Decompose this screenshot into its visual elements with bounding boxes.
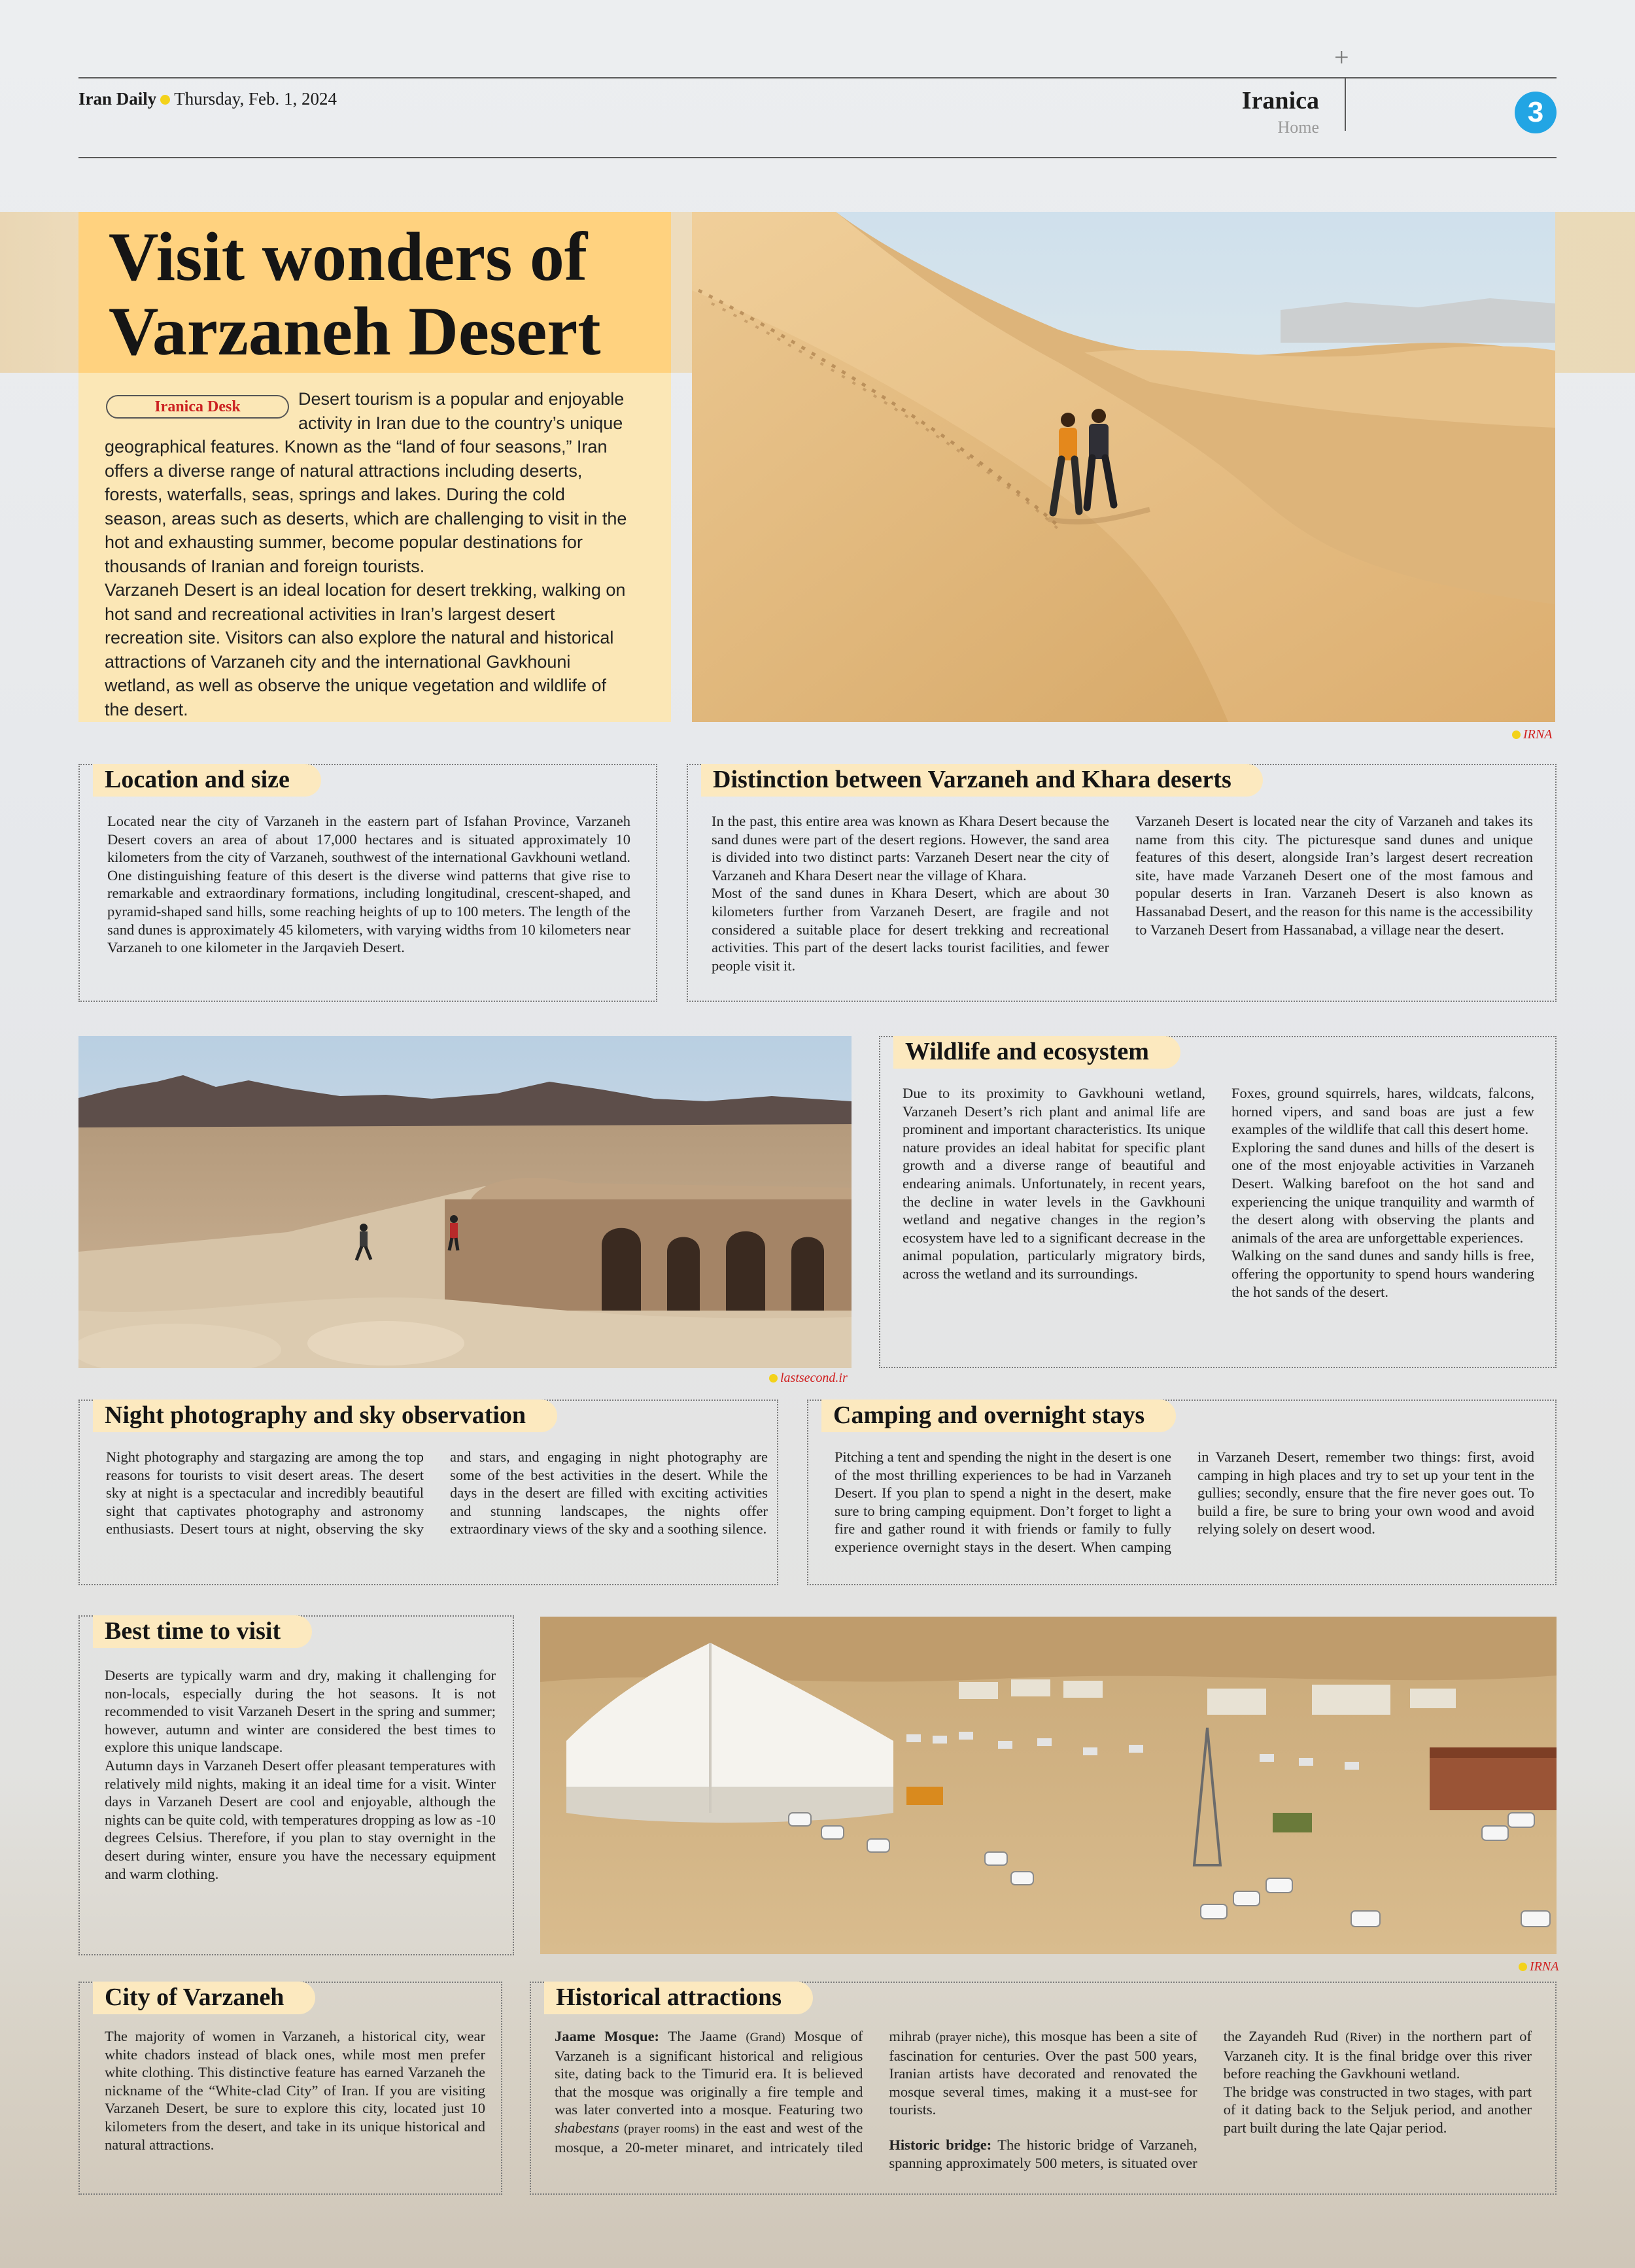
location-body: Located near the city of Varzaneh in the eastern part of Isfahan Province, Varzaneh Desert covers an area of about 17,000 hectares and is situated approximately 10 kilometers from the city of Varzaneh, southwest of the international Gavkhouni wetland. One distinguishing feature of this desert is the diverse wind patterns that give rise to remarkable and extraordinary formations, including longitudinal, crescent-shaped, and pyramid-shaped sand hills, some reaching heights of up to 100 meters. The length of the sand dunes is approximately 45 kilometers, with varying widths from 10 kilometers near Varzaneh to one kilometer in the Jarqavieh Desert.: [107, 813, 630, 956]
paper-name: Iran Daily: [78, 89, 157, 109]
camp-site-illustration: [540, 1617, 1557, 1954]
intro-paragraph-1: Desert tourism is a popular and enjoyable activity in Iran due to the country’s unique geographical features. Known as the “land of four seasons,” Iran offers a diverse range of natural attractions including deserts, forests, waterfalls, seas, springs and lakes. During the cold season, areas such as deserts, which are challenging to visit in the hot and exhausting summer, become popular destinations for thousands of Iranian and foreign tourists.: [105, 389, 627, 576]
distinction-title: Distinction between Varzaneh and Khara deserts: [701, 764, 1263, 797]
distinction-body: [712, 812, 1533, 974]
historical-title: Historical attractions: [544, 1982, 813, 2014]
credit-dot-icon: [769, 1374, 778, 1383]
hero-photo-credit: IRNA: [1512, 727, 1552, 742]
best-time-body: [105, 1666, 496, 1883]
intro-text: [105, 387, 628, 721]
city-title: City of Varzaneh: [93, 1982, 315, 2014]
wildlife-paragraph-3: Exploring the sand dunes and hills of the desert is one of the most enjoyable activities in Varzaneh Desert. Walking barefoot on the hot sand and experiencing the unique tranquility and warmth of the desert along with observing the plants and animals of the area are unforgettable experiences.: [1231, 1139, 1534, 1246]
distinction-paragraph-3: Varzaneh Desert is located near the city of Varzaneh and takes its name from this city. The picturesque sand dunes and unique features of this desert, alongside Iran’s largest desert recreation site, have made Varzaneh Desert one of the most famous and popular deserts in Iran. Varzaneh Desert is also known as Hassanabad Desert, and the reason for this name is the accessibility to Varzaneh Desert from Hassanabad, a village near the desert.: [1135, 813, 1533, 938]
credit-dot-icon: [1512, 730, 1521, 739]
section-location: [78, 764, 657, 1002]
header-divider: [1345, 77, 1346, 131]
historical-body: [555, 2027, 1532, 2172]
night-body: Night photography and stargazing are among the top reasons for tourists to visit desert areas. The desert sky at night is a spectacular and incredibly beautiful sight that captivates photography and astronomy enthusiasts. Desert tours at night, observing the sky and stars, and engaging in night photography are some of the best activities in the desert. While the days in the desert are filled with exciting activities and stunning landscapes, the nights offer extraordinary views of the sky and a soothing silence.: [106, 1449, 768, 1538]
issue-date: Thursday, Feb. 1, 2024: [174, 89, 337, 109]
section-wildlife: [879, 1036, 1557, 1368]
caravanserai-illustration: [78, 1036, 852, 1368]
hero-photo-dunes: [692, 212, 1555, 722]
distinction-paragraph-2: Most of the sand dunes in Khara Desert, which are about 30 kilometers further from Varzaneh Desert, are fragile and not considered a suitable place for desert trekking and recreational activities. This part of the desert lacks tourist facilities, and fewer people visit it.: [712, 885, 1109, 974]
caravanserai-photo-credit: lastsecond.ir: [769, 1371, 848, 1386]
masthead: [78, 89, 337, 109]
caravanserai-photo: [78, 1036, 852, 1368]
camp-photo-credit: IRNA: [1519, 1959, 1558, 1974]
distinction-paragraph-1: In the past, this entire area was known as Khara Desert because the sand dunes were part of the desert regions. However, the sand area is divided into two distinct parts: Varzaneh Desert near the city of Varzaneh and Khara Desert near the village of Khara.: [712, 813, 1109, 884]
bridge-paragraph: Historic bridge: The historic bridge of Varzaneh, spanning approximately 500 meters, is situated over the Zayandeh Rud (River) in the northern part of Varzaneh city. It is the final bridge over this river before reaching the Gavkhouni wetland.: [889, 2028, 1532, 2171]
section-city: [78, 1982, 502, 2195]
crosshair-mark: +: [1334, 43, 1349, 72]
bridge-paragraph-2: The bridge was constructed in two stages, with part of it dating back to the Seljuk period, and another part built during the late Qajar period.: [1223, 2083, 1532, 2136]
header-bottom-rule: [78, 157, 1557, 158]
section-camping: [807, 1400, 1557, 1585]
page-number-badge: 3: [1515, 92, 1557, 133]
headline: [109, 220, 671, 369]
intro-paragraph-2: Varzaneh Desert is an ideal location for desert trekking, walking on hot sand and recreational activities in Iran’s largest desert recreation site. Visitors can also explore the natural and historical attractions of Varzaneh city and the international Gavkhouni wetland, as well as observe the unique vegetation and wildlife of the desert.: [105, 580, 626, 719]
headline-line-2: Varzaneh Desert: [109, 293, 601, 369]
best-time-title: Best time to visit: [93, 1615, 312, 1648]
header-top-rule: [78, 77, 1557, 78]
camp-site-photo: [540, 1617, 1557, 1954]
credit-dot-icon: [1519, 1963, 1527, 1971]
best-time-paragraph-2: Autumn days in Varzaneh Desert offer pleasant temperatures with relatively mild nights, making it an ideal time for a visit. Winter days in Varzaneh Desert are cool and enjoyable, although the nights can be quite cold, with temperatures dropping as low as -10 degrees Celsius. Therefore, if you plan to stay overnight in the desert during winter, ensure you have the necessary equipment and warm clothing.: [105, 1757, 496, 1882]
headline-line-1: Visit wonders of: [109, 218, 588, 295]
byline-badge: Iranica Desk: [106, 395, 289, 419]
wildlife-paragraph-2: Foxes, ground squirrels, hares, wildcats, falcons, horned vipers, and sand boas are just a few examples of the wildlife that call this desert home.: [1231, 1085, 1534, 1138]
wildlife-body: [903, 1084, 1534, 1301]
section-subname: Home: [1277, 118, 1319, 137]
location-title: Location and size: [93, 764, 321, 797]
bridge-label: Historic bridge:: [889, 2136, 992, 2153]
wildlife-paragraph-1: Due to its proximity to Gavkhouni wetland, Varzaneh Desert’s rich plant and animal life are prominent and important characteristics. Its unique nature provides an ideal habitat for specific plant growth and a diverse range of beautiful and endearing animals. Unfortunately, in recent years, the decline in water levels in the Gavkhouni wetland and negative changes in the region’s ecosystem have led to a significant decrease in the animal population, particularly migratory birds, across the wetland and its surroundings.: [903, 1085, 1205, 1282]
camping-body: Pitching a tent and spending the night in the desert is one of the most thrilling experiences to be had in Varzaneh Desert. If you plan to spend a night in the desert, make sure to bring camping equipment. Don’t forget to light a fire and gather round it with friends or family to fully experience overnight stays in the desert. When camping in Varzaneh Desert, remember two things: first, avoid camping in high places and try to set up your tent in the gullies; secondly, ensure that the fire never goes out. To build a fire, be sure to bring your own wood and avoid relying solely on desert wood.: [835, 1449, 1534, 1555]
bullet-dot-icon: [160, 95, 170, 105]
section-name: Iranica: [1241, 87, 1319, 114]
wildlife-paragraph-4: Walking on the sand dunes and sandy hills is free, offering the opportunity to spend hours wandering the hot sands of the desert.: [1231, 1247, 1534, 1300]
section-historical: [530, 1982, 1557, 2195]
section-best-time: [78, 1615, 514, 1955]
mosque-paragraph: Jaame Mosque: The Jaame (Grand) Mosque of Varzaneh is a significant historical and religious site, dating back to the Timurid era. It is believed that the mosque was originally a fire temple and was later converted into a mosque. Featuring two shabestans (prayer rooms) in the east and west of the mosque, a 20-meter minaret, and intricately tiled mihrab (prayer niche), this mosque has been a site of fascination for centuries. Over the past 500 years, Iranian artists have decorated and renovated the mosque several times, making it a must-see for tourists.: [555, 2028, 1197, 2156]
camping-title: Camping and overnight stays: [821, 1400, 1176, 1432]
mosque-label: Jaame Mosque:: [555, 2028, 660, 2044]
shabestans-term: shabestans: [555, 2119, 619, 2136]
best-time-paragraph-1: Deserts are typically warm and dry, making it challenging for non-locals, especially during the hot seasons. It is not recommended to visit Varzaneh Desert in the spring and summer; however, autumn and winter are considered the best times to explore this unique landscape.: [105, 1667, 496, 1756]
night-title: Night photography and sky observation: [93, 1400, 557, 1432]
section-distinction: [687, 764, 1557, 1002]
section-night-photography: [78, 1400, 778, 1585]
city-body: The majority of women in Varzaneh, a historical city, wear white chadors instead of black ones, while most men prefer white clothing. This distinctive feature has earned Varzaneh the nickname of the “White-clad City” of Iran. If you are visiting Varzaneh Desert, be sure to explore this city, located just 10 kilometers from the desert, and take in its unique historical and natural attractions.: [105, 2028, 485, 2153]
dunes-illustration: [692, 212, 1555, 722]
wildlife-title: Wildlife and ecosystem: [893, 1036, 1180, 1069]
